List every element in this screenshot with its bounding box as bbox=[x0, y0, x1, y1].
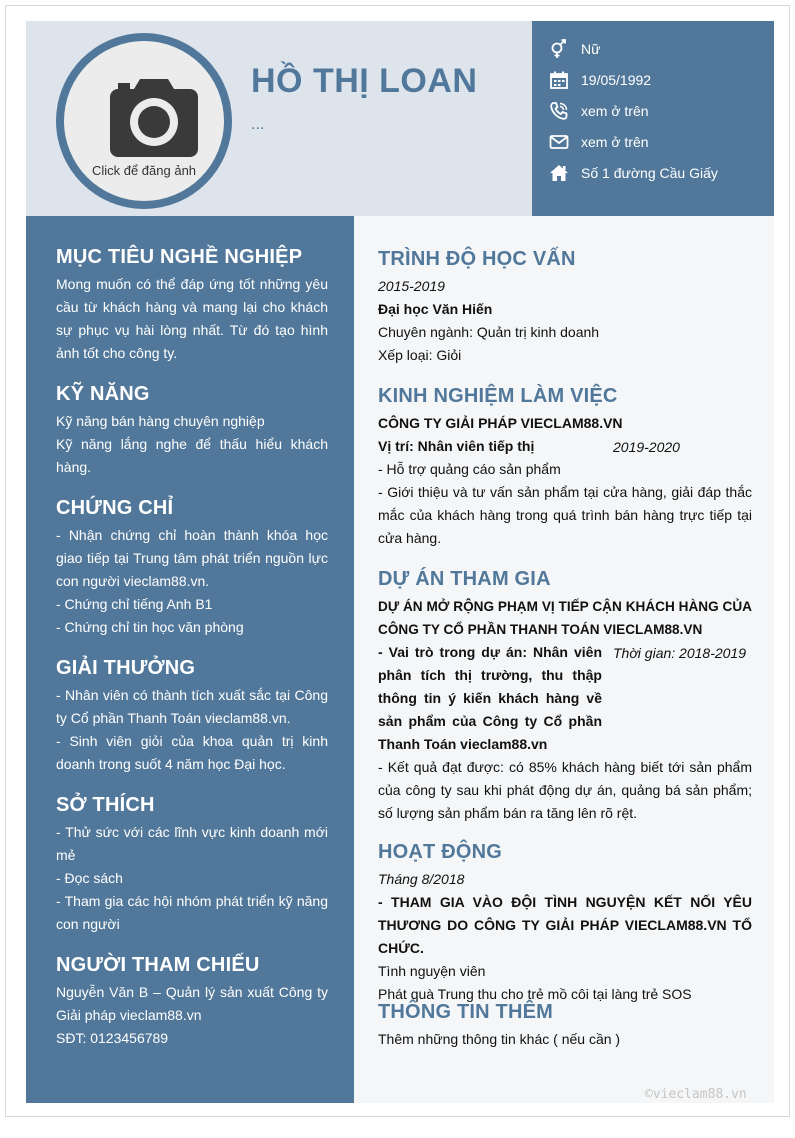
avatar-hint[interactable]: Click để đăng ảnh bbox=[91, 163, 197, 178]
section-title[interactable]: KINH NGHIỆM LÀM VIỆC bbox=[378, 385, 618, 407]
extra-info-text[interactable]: Thêm những thông tin khác ( nếu cần ) bbox=[378, 1031, 621, 1047]
reference-item[interactable]: SĐT: 0123456789 bbox=[56, 1030, 169, 1046]
activity-date[interactable]: Tháng 8/2018 bbox=[378, 871, 465, 887]
contact-phone bbox=[549, 100, 649, 122]
project-time[interactable]: Thời gian: 2018-2019 bbox=[613, 645, 746, 661]
reference-item[interactable]: Nguyễn Văn B – Quản lý sản xuất Công ty Giải pháp vieclam88.vn bbox=[56, 984, 328, 1023]
education-section bbox=[378, 248, 752, 367]
gender-icon bbox=[549, 39, 569, 59]
avatar-placeholder[interactable] bbox=[64, 41, 224, 201]
award-item[interactable]: - Nhân viên có thành tích xuất sắc tại Công ty Cổ phần Thanh Toán vieclam88.vn. bbox=[56, 687, 328, 726]
section-title[interactable]: MỤC TIÊU NGHỀ NGHIỆP bbox=[56, 246, 303, 268]
section-title[interactable]: DỰ ÁN THAM GIA bbox=[378, 568, 551, 590]
contact-email bbox=[549, 131, 649, 153]
phone-value[interactable]: xem ở trên bbox=[581, 103, 649, 119]
awards-section bbox=[56, 657, 328, 776]
experience-position[interactable]: Vị trí: Nhân viên tiếp thị bbox=[378, 438, 535, 454]
contact-gender bbox=[549, 38, 600, 60]
experience-section bbox=[378, 385, 752, 550]
contact-address bbox=[549, 162, 718, 184]
section-title[interactable]: GIẢI THƯỞNG bbox=[56, 657, 196, 679]
section-title[interactable]: NGƯỜI THAM CHIẾU bbox=[56, 954, 260, 976]
section-title[interactable]: TRÌNH ĐỘ HỌC VẤN bbox=[378, 248, 576, 270]
hobby-item[interactable]: - Tham gia các hội nhóm phát triển kỹ năng con người bbox=[56, 893, 328, 932]
section-title[interactable]: SỞ THÍCH bbox=[56, 794, 155, 816]
activities-section bbox=[378, 841, 752, 1006]
certificates-section bbox=[56, 497, 328, 639]
project-role[interactable]: - Vai trò trong dự án: Nhân viên phân tích thị trường, thu thập thông tin ý kiến khách hàng về sản phẩm của Công ty Cổ phần Thanh Toán vieclam88.vn bbox=[378, 644, 602, 752]
job-title[interactable]: ... bbox=[251, 116, 265, 133]
project-result[interactable]: - Kết quả đạt được: có 85% khách hàng biết tới sản phẩm của công ty sau khi phát động dự án, quảng bá sản phẩm; số lượng sản phẩm bán ra tăng lên rõ rệt. bbox=[378, 759, 752, 821]
extra-info-section bbox=[378, 1001, 752, 1051]
references-section bbox=[56, 954, 328, 1050]
contact-birthdate bbox=[549, 69, 651, 91]
objective-section bbox=[56, 246, 328, 365]
skill-item[interactable]: Kỹ năng lắng nghe để thấu hiểu khách hàng. bbox=[56, 436, 328, 475]
certificate-item[interactable]: - Chứng chỉ tin học văn phòng bbox=[56, 619, 244, 635]
camera-icon bbox=[104, 71, 204, 161]
certificate-item[interactable]: - Nhận chứng chỉ hoàn thành khóa học giao tiếp tại Trung tâm phát triển nguồn lực con người vieclam88.vn. bbox=[56, 527, 328, 589]
education-period[interactable]: 2015-2019 bbox=[378, 278, 445, 294]
candidate-name[interactable]: HỒ THỊ LOAN bbox=[251, 62, 478, 100]
email-icon bbox=[549, 132, 569, 152]
award-item[interactable]: - Sinh viên giỏi của khoa quản trị kinh doanh trong suốt 4 năm học Đại học. bbox=[56, 733, 328, 772]
education-school[interactable]: Đại học Văn Hiến bbox=[378, 301, 493, 317]
calendar-icon bbox=[549, 70, 569, 90]
gender-value[interactable]: Nữ bbox=[581, 41, 601, 57]
hobbies-section bbox=[56, 794, 328, 936]
project-name[interactable]: DỰ ÁN MỞ RỘNG PHẠM VỊ TIẾP CẬN KHÁCH HÀNG CỦA CÔNG TY CỔ PHẦN THANH TOÁN VIECLAM88.VN bbox=[378, 599, 752, 637]
section-title[interactable]: HOẠT ĐỘNG bbox=[378, 841, 503, 863]
education-major[interactable]: Chuyên ngành: Quản trị kinh doanh bbox=[378, 324, 600, 340]
experience-period[interactable]: 2019-2020 bbox=[613, 439, 680, 455]
avatar[interactable] bbox=[56, 33, 232, 209]
experience-company[interactable]: CÔNG TY GIẢI PHÁP VIECLAM88.VN bbox=[378, 415, 623, 431]
email-value[interactable]: xem ở trên bbox=[581, 134, 649, 150]
objective-text[interactable]: Mong muốn có thể đáp ứng tốt những yêu cầu từ khách hàng và mang lại cho khách sự phục vụ hài lòng nhất. Từ đó tạo hình ảnh tốt cho công ty. bbox=[56, 276, 328, 361]
projects-section bbox=[378, 568, 752, 825]
hobby-item[interactable]: - Thử sức với các lĩnh vực kinh doanh mới mẻ bbox=[56, 824, 328, 863]
hobby-item[interactable]: - Đọc sách bbox=[56, 870, 123, 886]
watermark: ©vieclam88.vn bbox=[645, 1087, 747, 1102]
activity-role[interactable]: Tình nguyện viên bbox=[378, 963, 486, 979]
section-title[interactable]: THÔNG TIN THÊM bbox=[378, 1001, 554, 1023]
address-value[interactable]: Số 1 đường Cầu Giấy bbox=[581, 165, 718, 181]
experience-item[interactable]: - Hỗ trợ quảng cáo sản phẩm bbox=[378, 461, 561, 477]
education-grade[interactable]: Xếp loại: Giỏi bbox=[378, 347, 462, 363]
activity-name[interactable]: - THAM GIA VÀO ĐỘI TÌNH NGUYỆN KẾT NỐI YÊU THƯƠNG DO CÔNG TY GIẢI PHÁP VIECLAM88.VN TỔ CHỨC. bbox=[378, 894, 752, 956]
skills-section bbox=[56, 383, 328, 479]
experience-item[interactable]: - Giới thiệu và tư vấn sản phẩm tại cửa hàng, giải đáp thắc mắc của khách hàng trong quá trình bán hàng trực tiếp tại cửa hàng. bbox=[378, 484, 752, 546]
section-title[interactable]: KỸ NĂNG bbox=[56, 383, 150, 405]
birthdate-value[interactable]: 19/05/1992 bbox=[581, 72, 652, 88]
certificate-item[interactable]: - Chứng chỉ tiếng Anh B1 bbox=[56, 596, 213, 612]
phone-icon bbox=[549, 101, 569, 121]
activity-desc[interactable]: Phát quà Trung thu cho trẻ mồ côi tại làng trẻ SOS bbox=[378, 986, 692, 1002]
section-title[interactable]: CHỨNG CHỈ bbox=[56, 497, 174, 519]
home-icon bbox=[549, 163, 569, 183]
skill-item[interactable]: Kỹ năng bán hàng chuyên nghiệp bbox=[56, 413, 265, 429]
